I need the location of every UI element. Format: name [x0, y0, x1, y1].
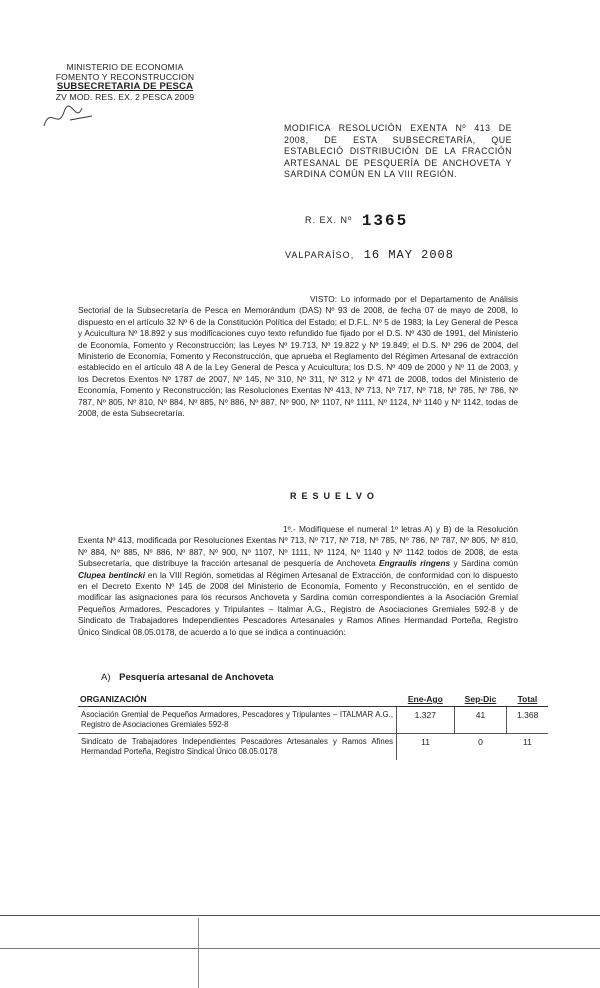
cell-ene-ago: 1.327	[397, 707, 455, 734]
signature-scribble-icon	[40, 102, 100, 132]
resolution-subject: MODIFICA RESOLUCIÓN EXENTA Nº 413 DE 2008, DE ESTA SUBSECRETARÍA, QUE ESTABLECIÓ DISTRIBUCIÓN DE LA FRACCIÓN ARTESANAL DE PESQUERÍA DE ANCHOVETA Y SARDINA COMÚN EN LA VIII REGIÓN.	[284, 123, 512, 180]
visto-paragraph: VISTO: Lo informado por el Departamento de Análisis Sectorial de la Subsecretaría de Pesca en Memorándum (DAS) Nº 93 de 2008, de fecha 07 de mayo de 2008, lo dispuesto en el artículo 32 Nº 6 de la Constitución Política del Estado; el D.F.L. Nº 5 de 1983; la Ley General de Pesca y Acuicultura Nº 18.892 y sus modificaciones cuyo texto refundido fue fijado por el D.S. Nº 430 de 1991, del Ministerio de Economía, Fomento y Reconstrucción; las Leyes Nº 19.713, Nº 19.822 y Nº 19.849; el D.S. Nº 296 de 2004, del Ministerio de Economía, Fomento y Reconstrucción, que aprueba el Reglamento del Régimen Artesanal de extracción establecido en el artículo 48 A de la Ley General de Pesca y Acuicultura; los D.S. Nº 409 de 2000 y Nº 11 de 2003, y los Decretos Exentos Nº 1787 de 2007, Nº 145, Nº 310, Nº 311, Nº 312 y Nº 471 de 2008, todos del Ministerio de Economía, Fomento y Reconstrucción; las Resoluciones Exentas Nº 413, Nº 713, Nº 717, Nº 718, Nº 785, Nº 786, Nº 787, Nº 805, Nº 810, Nº 884, Nº 885, Nº 886, Nº 887, Nº 900, Nº 1107, Nº 1111, Nº 1124, Nº 1140 y Nº 1142, todas de 2008, de esta Subsecretaría.	[78, 294, 518, 419]
ministry-line-2: FOMENTO Y RECONSTRUCCION	[55, 72, 195, 82]
article-1-text-c: en la VIII Región, sometidas al Régimen Artesanal de Extracción, de conformidad con lo dispuesto en el Decreto Exento Nº 145 de 2008 del Ministerio de Economía, Fomento y Reconstrucción, en el sentido de modificar las asignaciones para los recursos Anchoveta y Sardina común correspondientes a la Asociación Gremial Pequeños Armadores, Pescadores y Tripulantes – Italmar A.G., Registro de Asociaciones Gremiales 592-8 y de Sindicato de Trabajadores Independientes Pescadores Artesanales y Ramos Afines Hermandad Porteña, Registro Único Sindical 08.05.0178, de acuerdo a lo que se indica a continuación:	[78, 569, 518, 637]
distribution-table	[78, 692, 548, 760]
cell-total: 1.368	[507, 707, 548, 734]
section-a-title: Pesquería artesanal de Anchoveta	[119, 672, 274, 683]
table-header-row	[78, 692, 548, 707]
resolution-number	[305, 212, 408, 230]
article-1-paragraph	[78, 524, 518, 638]
ministry-line-4: ZV MOD. RES. EX. 2 PESCA 2009	[55, 92, 195, 102]
cell-organization: Sindicato de Trabajadores Independientes Pescadores Artesanales y Ramos Afines Hermandad Porteña, Registro Sindical Único 08.05.0178	[81, 737, 393, 756]
scan-edge-line-2	[0, 948, 600, 949]
header-sep-dic: Sep-Dic	[454, 692, 507, 707]
species-sardina: Clupea bentincki	[78, 569, 145, 580]
resolution-number-value: 1365	[361, 212, 409, 230]
section-a-heading	[101, 672, 274, 683]
place: VALPARAÍSO,	[285, 250, 355, 260]
ministry-line-3: SUBSECRETARIA DE PESCA	[56, 81, 194, 92]
table-row	[78, 734, 548, 761]
cell-ene-ago: 11	[397, 734, 455, 761]
ministry-header	[40, 62, 210, 102]
article-1-text-b: y Sardina común	[450, 558, 518, 569]
cell-organization: Asociación Gremial de Pequeños Armadores, Pescadores y Tripulantes – ITALMAR A.G., Registro de Asociaciones Gremiales 592-8	[78, 707, 397, 734]
cell-total: 11	[523, 737, 532, 747]
ministry-line-1: MINISTERIO DE ECONOMIA	[66, 62, 184, 72]
header-organization: ORGANIZACIÓN	[78, 692, 397, 707]
header-total: Total	[507, 692, 548, 707]
cell-sep-dic: 41	[454, 707, 507, 734]
article-1-text-a: 1º.- Modifíquese el numeral 1º letras A) y B) de la Resolución Exenta Nº 413, modificada por Resoluciones Exentas Nº 713, Nº 717, Nº 718, Nº 785, Nº 786, Nº 787, Nº 805, Nº 810, Nº 884, Nº 885, Nº 886, Nº 887, Nº 900, Nº 1107, Nº 1111, Nº 1124, Nº 1140 y Nº 1142 todos de 2008, de esta Subsecretaría, que distribuye la fracción artesanal de pesquería de Anchoveta	[78, 524, 518, 569]
section-a-label: A)	[101, 672, 111, 683]
resuelvo-heading: RESUELVO	[290, 491, 379, 501]
scan-edge-tick	[198, 918, 199, 988]
place-date	[285, 248, 454, 262]
date-stamp: 16 MAY 2008	[363, 248, 454, 262]
resolution-number-label: R. EX. Nº	[305, 215, 353, 225]
species-anchoveta: Engraulis ringens	[378, 558, 451, 569]
scan-edge-line	[0, 915, 600, 916]
table-row	[78, 707, 548, 734]
header-ene-ago: Ene-Ago	[397, 692, 455, 707]
cell-sep-dic: 0	[478, 737, 483, 747]
